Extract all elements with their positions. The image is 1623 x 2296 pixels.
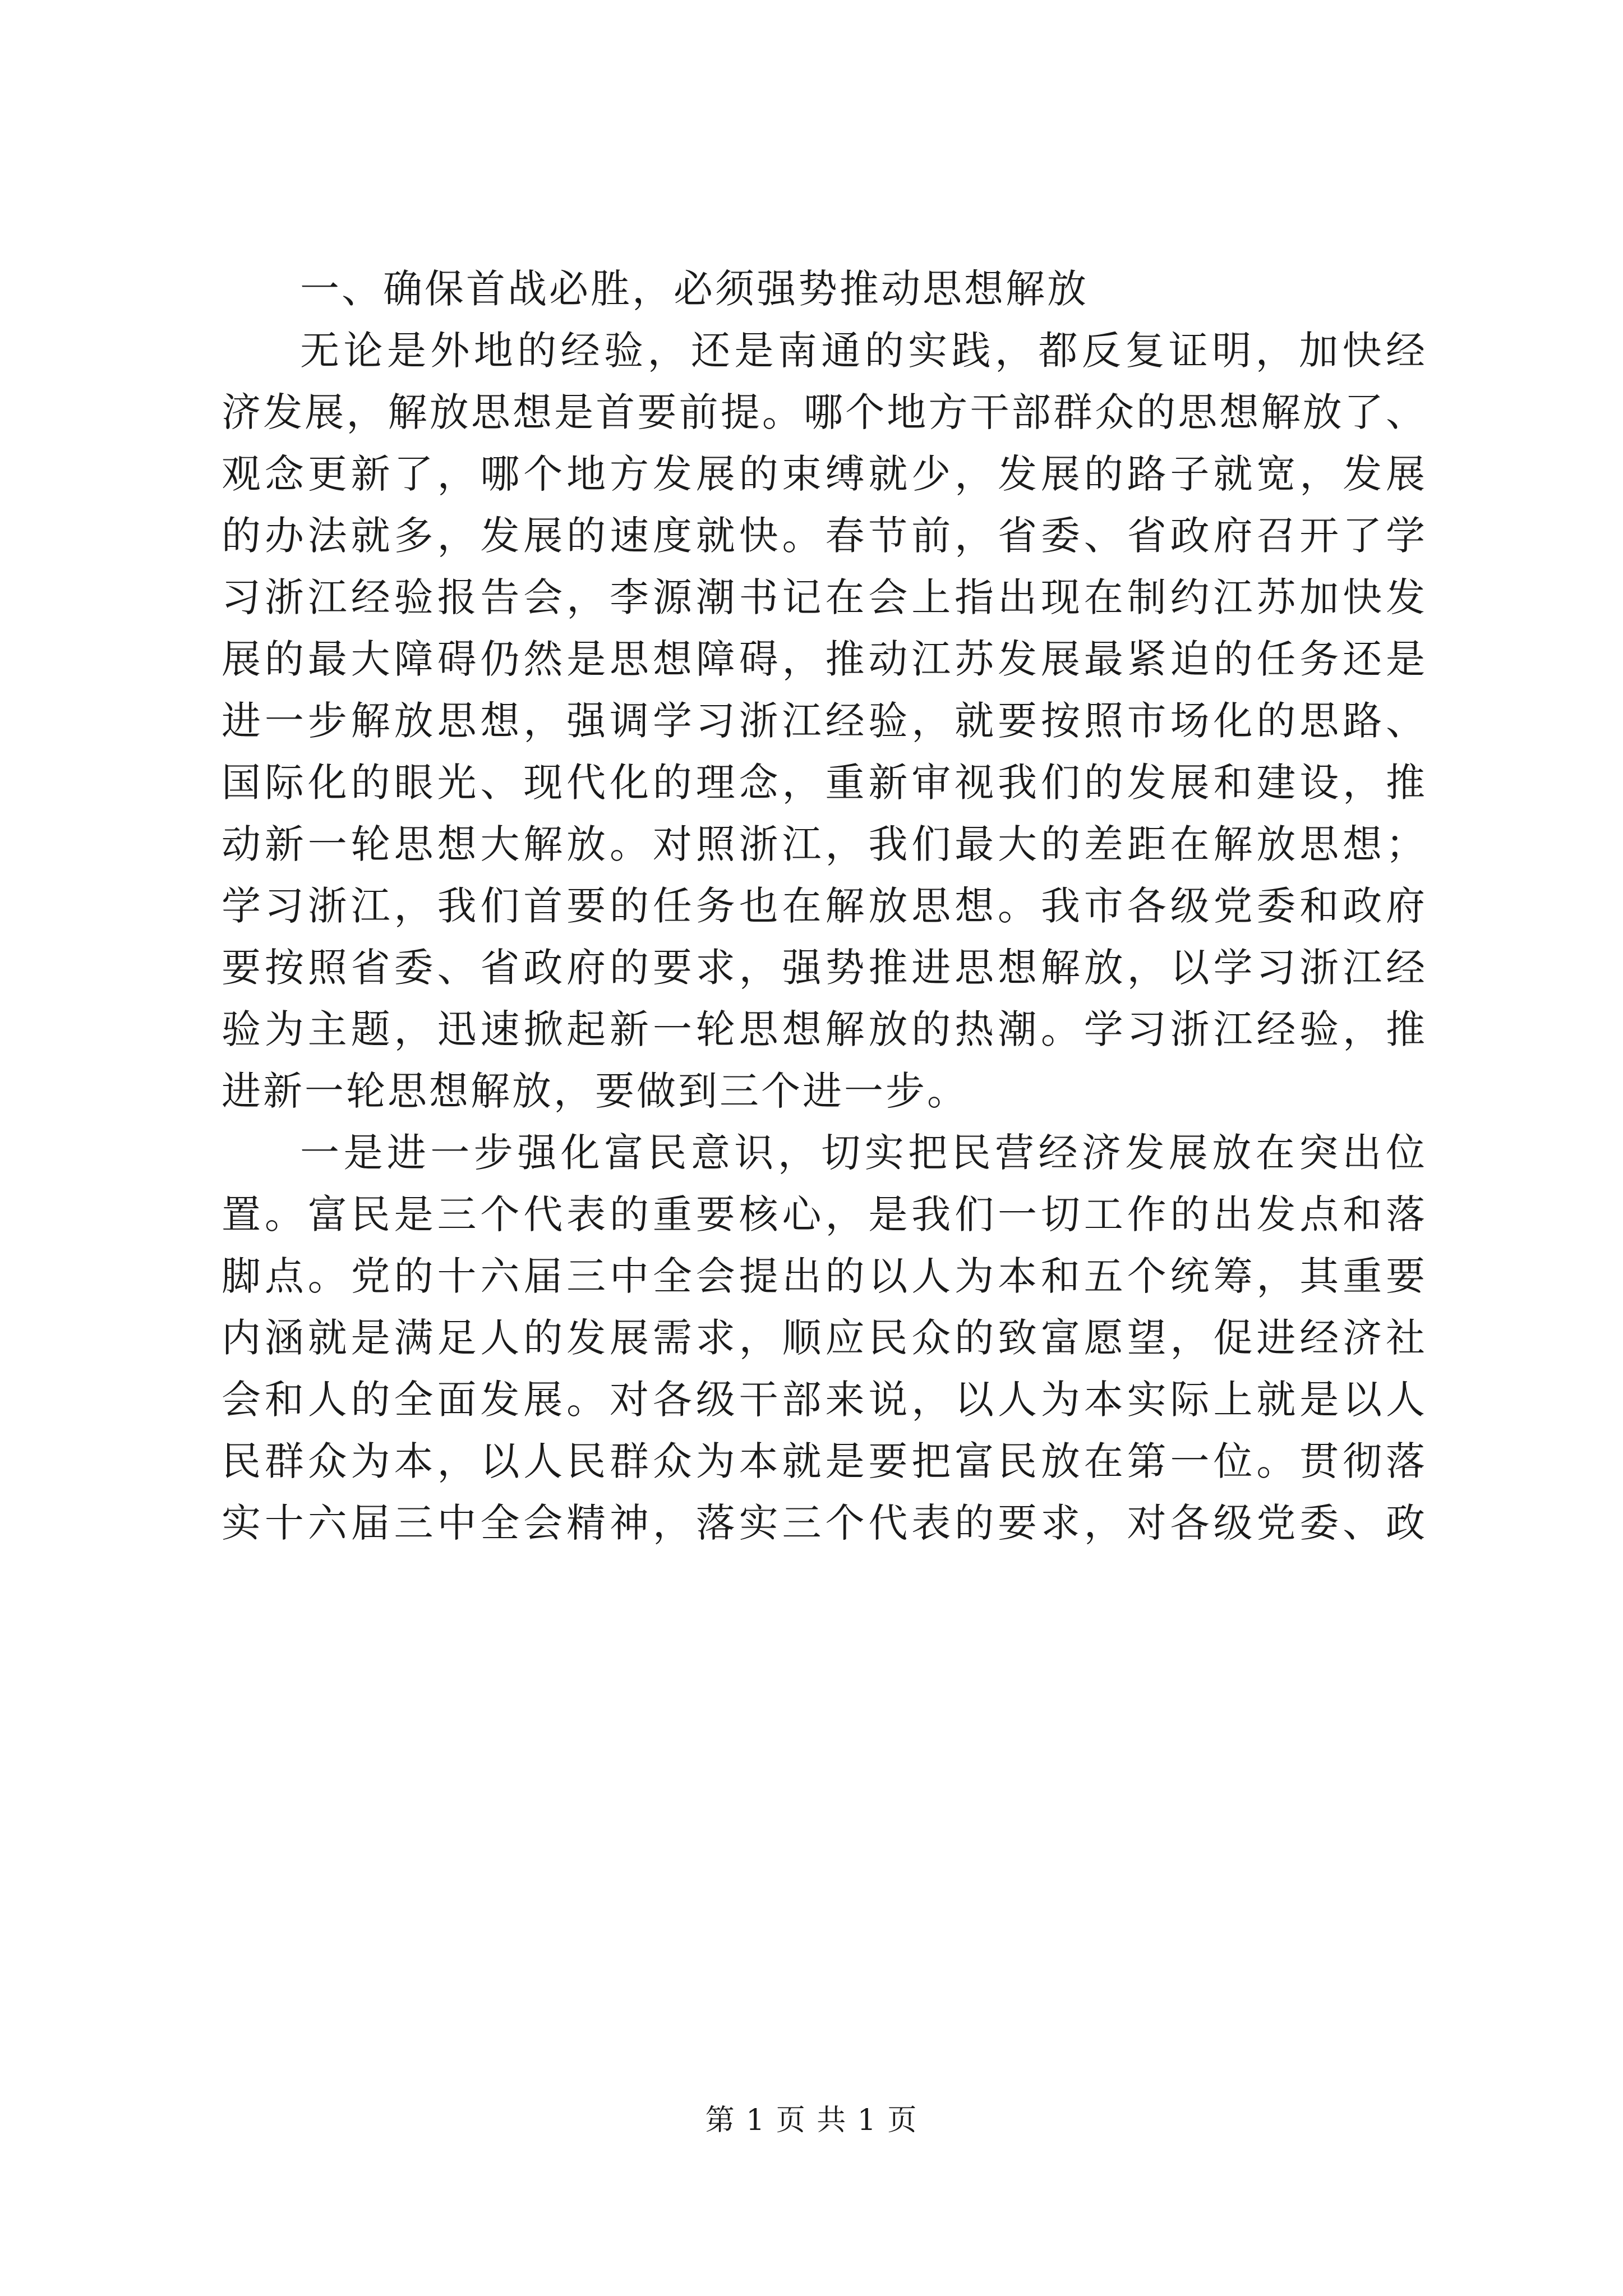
paragraph-line: 内涵就是满足人的发展需求，顺应民众的致富愿望，促进经济社: [222, 1315, 1427, 1361]
paragraph-line: 实十六届三中全会精神，落实三个代表的要求，对各级党委、政: [222, 1500, 1427, 1546]
paragraph-line: 展的最大障碍仍然是思想障碍，推动江苏发展最紧迫的任务还是: [222, 636, 1427, 682]
paragraph-line: 会和人的全面发展。对各级干部来说，以人为本实际上就是以人: [222, 1377, 1427, 1423]
paragraph-line: 济发展，解放思想是首要前提。哪个地方干部群众的思想解放了、: [222, 389, 1427, 435]
paragraph-line: 置。富民是三个代表的重要核心，是我们一切工作的出发点和落: [222, 1191, 1427, 1237]
paragraph-line: 验为主题，迅速掀起新一轮思想解放的热潮。学习浙江经验，推: [222, 1006, 1427, 1052]
paragraph-line: 观念更新了，哪个地方发展的束缚就少，发展的路子就宽，发展: [222, 451, 1427, 497]
paragraph-line: 要按照省委、省政府的要求，强势推进思想解放，以学习浙江经: [222, 945, 1427, 991]
section-heading: 一、确保首战必胜，必须强势推动思想解放: [300, 266, 1089, 312]
paragraph-line: 动新一轮思想大解放。对照浙江，我们最大的差距在解放思想；: [222, 821, 1427, 867]
paragraph-line: 学习浙江，我们首要的任务也在解放思想。我市各级党委和政府: [222, 883, 1427, 929]
paragraph-line: 进一步解放思想，强调学习浙江经验，就要按照市场化的思路、: [222, 698, 1427, 744]
paragraph-line: 民群众为本，以人民群众为本就是要把富民放在第一位。贯彻落: [222, 1438, 1427, 1484]
paragraph-line: 脚点。党的十六届三中全会提出的以人为本和五个统筹，其重要: [222, 1253, 1427, 1299]
paragraph-line: 无论是外地的经验，还是南通的实践，都反复证明，加快经: [300, 328, 1427, 374]
paragraph-line: 习浙江经验报告会，李源潮书记在会上指出现在制约江苏加快发: [222, 574, 1427, 620]
paragraph-line: 的办法就多，发展的速度就快。春节前，省委、省政府召开了学: [222, 513, 1427, 559]
page-footer: 第 1 页 共 1 页: [705, 2104, 918, 2137]
paragraph-line: 一是进一步强化富民意识，切实把民营经济发展放在突出位: [300, 1130, 1427, 1176]
paragraph-line: 国际化的眼光、现代化的理念，重新审视我们的发展和建设，推: [222, 760, 1427, 806]
paragraph-line: 进新一轮思想解放，要做到三个进一步。: [222, 1068, 969, 1114]
